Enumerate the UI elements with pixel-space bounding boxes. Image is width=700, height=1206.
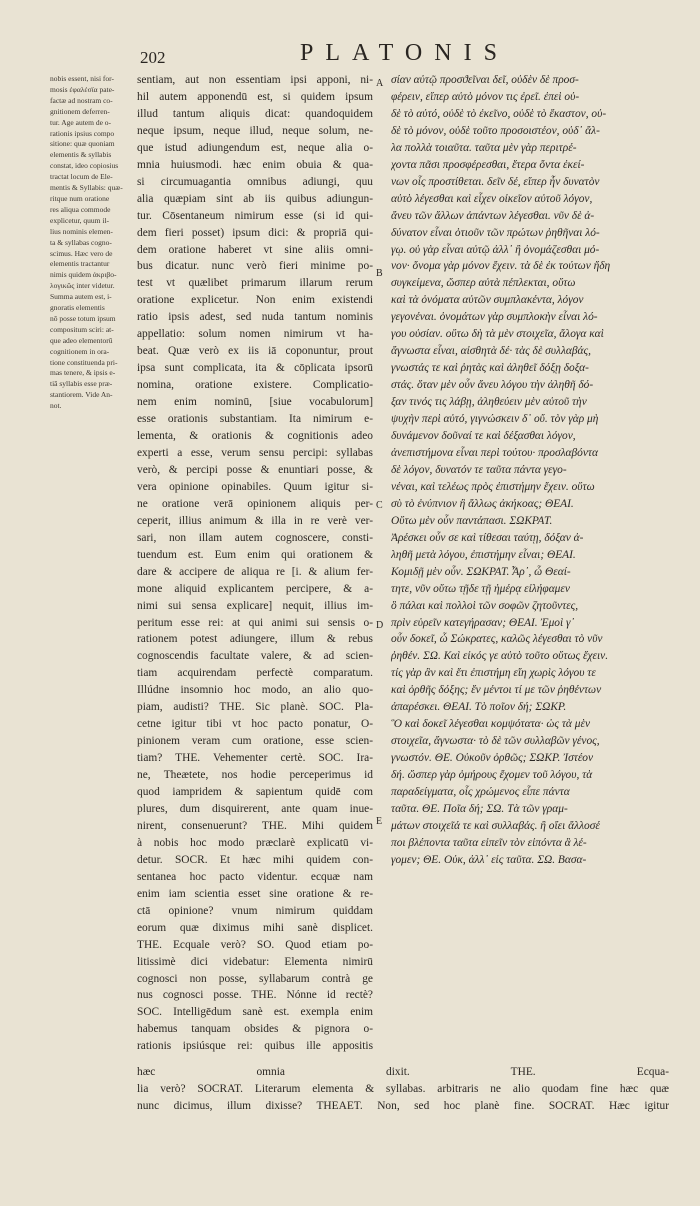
greek-column	[391, 72, 669, 869]
latin-line: peritum esse rei: at qui animi sui sensis o-	[137, 616, 373, 629]
greek-line: Ὃ καὶ δοκεῖ λέγεσθαι κομψότατα· ὡς τὰ μὲν	[391, 718, 591, 731]
marginal-line: sitione: quæ quoniam	[50, 139, 115, 149]
marginal-line: gnitionem deferren-	[50, 106, 110, 116]
latin-line: cognoscendis facultate valere, & ad scien-	[137, 650, 373, 663]
greek-line: σίαν αὐτῷ προσϑεῖναι δεῖ, οὐδὲν δὲ προσ-	[391, 74, 579, 86]
latin-line: dare & accipere de aliqua re [i. & alium fer-	[137, 565, 373, 578]
latin-line: verò, & percipi posse & enuntiari posse, &	[137, 463, 373, 476]
latin-line: piam, audisti? THE. Sic planè. SOC. Pla-	[137, 701, 373, 714]
greek-line: ποι βλέποντα ταῦτα εἰπεῖν τὸν εἰπόντα ἃ λέ-	[391, 836, 587, 849]
section-letters	[374, 0, 388, 1206]
page-header	[0, 40, 700, 70]
greek-line: Κομιδῇ μὲν οὖν. ΣΩΚΡΑΤ. Ἆρ᾽, ὦ Θεαί-	[391, 565, 571, 578]
greek-line: στάς. ὅταν μὲν οὖν ἄνευ λόγου τὴν ἀληθῆ δό-	[391, 379, 594, 392]
latin-line: dem fieri posset) ipsum dici: & propriā qui-	[137, 226, 373, 239]
latin-line: que istud adiungendum est, neque alia o-	[137, 141, 373, 154]
greek-line: πρὶν εὑρεῖν κατεγήρασαν; ΘΕΑΙ. Ἐμοὶ γ᾽	[391, 616, 575, 629]
greek-line: δή. ὥσπερ γὰρ ὁμήρους ἔχομεν τοῦ λόγου, τὰ	[391, 769, 593, 782]
latin-line: dem oratione haberet vt sine aliis omni-	[137, 243, 373, 256]
marginal-line: stantiorem. Vide An-	[50, 390, 113, 400]
latin-line: SOC. Intelligēdum sanè est. exempla enim	[137, 1006, 373, 1019]
latin-line: illud tantum aliquis dicat: quandoquidem	[137, 107, 373, 120]
section-letter: D	[376, 620, 384, 631]
latin-line: si circumuagantia omnibus adiungi, quu	[137, 175, 373, 188]
latin-line: nirent, consenuerunt? THE. Mihi quidem	[137, 819, 373, 832]
greek-line: οὖν δοκεῖ, ὦ Σώκρατες, καλῶς λέγεσθαι τὸ νῦν	[391, 633, 603, 646]
greek-line: φέρειν, εἴπερ αὐτὸ μόνον τις ἐρεῖ. ἐπεὶ οὐ-	[391, 90, 580, 103]
marginal-line: ta & syllabas cogno-	[50, 237, 112, 247]
latin-line: ratio ipsis adest, sed nuda tantum nominis	[137, 311, 373, 324]
greek-line: ῥηθέν. ΣΩ. Καὶ εἰκός γε αὐτὸ τοῦτο οὕτως ἔχειν.	[391, 650, 609, 663]
latin-line: pinionem veram cum oratione, esse scien-	[137, 735, 373, 748]
greek-line: συγκείμενα, ὥσπερ αὐτὰ πέπλεκται, οὕτω	[391, 277, 576, 290]
marginal-line: nō posse totum ipsum	[50, 313, 116, 323]
latin-line: ne, Theætete, nos hodie perceperimus id	[137, 769, 373, 782]
latin-line: oratione explicetur. Non enim existendi	[137, 294, 373, 307]
section-letter: C	[376, 500, 383, 511]
latin-line: nem enim nominū, [siue vocabulorum]	[137, 396, 373, 409]
latin-line: sentanea hoc pacto videntur. ecquæ nam	[137, 870, 373, 883]
greek-line: ξαν τινός τις λάβῃ, ἀληθεύειν μὲν αὐτοῦ τὴν	[391, 396, 587, 409]
latin-line: bus dicatur. nunc verò fieri minime po-	[137, 260, 373, 273]
latin-line: vera opinione opinabiles. Quum igitur si-	[137, 480, 373, 493]
greek-line: νον· ὄνομα γὰρ μόνον ἔχειν. τὰ δὲ ἐκ τούτων ἤδη	[391, 260, 611, 273]
greek-line: ἄγνωστα εἶναι, αἰσθητὰ δέ· τὰς δὲ συλλαβάς,	[391, 345, 591, 358]
greek-line: ψυχὴν περὶ αὐτό, γιγνώσκειν δ᾽ οὔ. τὸν γὰρ μὴ	[391, 413, 599, 426]
greek-line: δὲ τὸ αὐτό, οὐδὲ τὸ ἐκεῖνο, οὐδὲ τὸ ἕκαστον, οὐ-	[391, 107, 607, 120]
marginal-line: lius nominis elemen-	[50, 226, 113, 236]
latin-line: tur. Cōsentaneum nimirum esse (si id qui-	[137, 209, 373, 222]
latin-line: sari, non illam autem cognoscere, consti-	[137, 531, 373, 544]
latin-line: detur. SOCR. Et hæc mihi quidem con-	[137, 853, 373, 866]
greek-line: γεγονέναι. ὀνομάτων γὰρ συμπλοκὴν εἶναι λό-	[391, 311, 598, 324]
latin-line: mone aliquid explicantem percipere, & a-	[137, 582, 373, 595]
latin-line: beat. Quæ verò ex iis iā coponuntur, prout	[137, 345, 373, 358]
latin-line: nus cognosci posse. THE. Nónne id rectè?	[137, 989, 373, 1002]
greek-line: παραδείγματα, οἷς χρώμενος εἶπε πάντα	[391, 786, 570, 799]
latin-line: cetne igitur tibi vt hoc pacto ponatur, O-	[137, 718, 373, 731]
greek-line: δὲ λόγον, δυνατόν τε ταῦτα πάντα γεγο-	[391, 463, 567, 476]
closing-line: nunc dicimus, illum dixisse? THEAET. Non, sed hoc planè fine. SOCRAT. Hæc igitur	[137, 1100, 669, 1112]
marginal-line: mosis ἐφαλέσϊα pate-	[50, 84, 115, 94]
latin-line: tuendum est. Eum enim qui orationem &	[137, 548, 373, 561]
greek-line: γῳ. οὐ γὰρ εἶναι αὐτῷ ἀλλ᾽ ἢ ὀνομάζεσθαι μό-	[391, 243, 600, 256]
latin-column	[137, 72, 373, 1055]
latin-line: esse orationis substantiam. Ita nimirum e-	[137, 413, 373, 426]
greek-line: νέναι, καὶ τελέως πρὸς ἐπιστήμην ἔχειν. οὕτω	[391, 480, 595, 493]
greek-line: ταῦτα. ΘΕ. Ποῖα δή; ΣΩ. Τὰ τῶν γραμ-	[391, 802, 568, 815]
latin-line: lementa, & orationis & cognitionis adeo	[137, 430, 373, 443]
marginal-line: λογικῶς inter videtur.	[50, 281, 115, 291]
section-letter: E	[376, 816, 383, 827]
latin-line: experti a esse, verum sensu percipi: syllabas	[137, 446, 373, 459]
latin-line: tiam acquirendam perfectè comparatum.	[137, 667, 373, 680]
latin-line: alia quæpiam sint ab iis quibus adiungun-	[137, 192, 373, 205]
latin-line: Illúdne insomnio hoc modo, an alio quo-	[137, 684, 373, 697]
greek-line: γομεν; ΘΕ. Οὐκ, ἀλλ᾽ εἰς ταῦτα. ΣΩ. Βασα-	[391, 853, 587, 866]
marginal-line: res aliqua commode	[50, 204, 111, 214]
closing-line: lia verò? SOCRAT. Literarum elementa & syllabas. arbitraris ne alio quodam fine hæc quæ	[137, 1083, 669, 1095]
greek-line: γου οὐσίαν. οὕτω δὴ τὰ μὲν στοιχεῖα, ἄλογα καὶ	[391, 328, 604, 341]
marginal-line: que adeo elementorū	[50, 335, 113, 345]
latin-line: habemus tanquam obsides & pignora o-	[137, 1023, 373, 1036]
latin-line: mnia huiusmodi. hæc enim obuia & qua-	[137, 158, 373, 171]
greek-line: τίς γὰρ ἂν καὶ ἔτι ἐπιστήμη εἴη χωρὶς λόγου τε	[391, 667, 596, 680]
marginal-line: scimus. Hæc vero de	[50, 248, 113, 258]
marginal-line: tiā syllabis esse præ-	[50, 379, 113, 389]
greek-line: ἀνεπιστήμονα εἶναι περὶ τούτου· προσλαβόντα	[391, 446, 598, 459]
closing-latin-lines	[137, 1064, 669, 1115]
marginal-line: compositum sciri: at-	[50, 324, 114, 334]
greek-line: στοιχεῖα, ἄγνωστα· τὸ δὲ τῶν συλλαβῶν γένος,	[391, 735, 600, 748]
running-head: PLATONIS	[300, 40, 509, 66]
greek-line: σὺ τὸ ἐνύπνιον ἢ ἄλλως ἀκήκοας; ΘΕΑΙ.	[391, 497, 574, 510]
latin-line: enim iam scientia esset sine oratione & re-	[137, 887, 373, 900]
marginal-line: Summa autem est, i-	[50, 292, 112, 302]
greek-line: νων οἷς προστίθεται. δεῖν δέ, εἴπερ ἦν δυνατὸν	[391, 175, 600, 188]
greek-line: γνωστόν. ΘΕ. Οὐκοῦν ὀρθῶς; ΣΩΚΡ. Ἰστέον	[391, 752, 594, 765]
greek-line: ἀπαρέσκει. ΘΕΑΙ. Τὸ ποῖον δή; ΣΩΚΡ.	[391, 701, 567, 714]
latin-line: hil autem apponendū est, si quidem ipsum	[137, 90, 373, 103]
latin-line: ceperit, illius animum & illa in re verè ver-	[137, 514, 373, 527]
marginal-line: not.	[50, 401, 62, 411]
greek-line: δυνάμενον δοῦναί τε καὶ δέξασθαι λόγον,	[391, 430, 576, 443]
marginal-line: explicetur, quum il-	[50, 215, 110, 225]
latin-line: à nobis hoc modo præclarè explicatū vi-	[137, 836, 373, 849]
greek-line: ληθῆ μετὰ λόγου, ἐπιστήμην εἶναι; ΘΕΑΙ.	[391, 548, 576, 561]
greek-line: μάτων στοιχεῖά τε καὶ συλλαβάς. ἢ οἴει ἄλλοσέ	[391, 819, 600, 832]
latin-line: ipsa sunt complicata, ita & cōplicata ipsorū	[137, 362, 373, 375]
latin-line: litissimè dici videbatur: Elementa nimirū	[137, 955, 373, 968]
marginal-note	[50, 74, 132, 412]
greek-line: αὐτὸ λέγεσθαι καὶ εἶχεν οἰκεῖον αὐτοῦ λόγον,	[391, 192, 593, 205]
greek-line: δὲ τὸ μόνον, οὐδὲ τοῦτο προσοιστέον, οὐδ᾽ ἄλ-	[391, 124, 600, 137]
marginal-line: factæ ad nostram co-	[50, 95, 113, 105]
section-letter: A	[376, 78, 384, 89]
latin-line: rationis ipsiúsque rei: quibus ille appositis	[137, 1040, 373, 1053]
page-number: 202	[140, 48, 166, 67]
latin-line: rationem potest adiungere, illum & rebus	[137, 633, 373, 646]
greek-line: δύνατον εἶναι ὁτιοῦν τῶν πρώτων ῥηθῆναι λό-	[391, 226, 600, 239]
latin-line: sentiam, aut non essentiam ipsi apponi, ni-	[137, 74, 373, 86]
greek-line: καὶ τὰ ὀνόματα αὐτῶν συμπλακέντα, λόγον	[391, 294, 584, 307]
marginal-line: gnoratis elementis	[50, 303, 105, 313]
greek-line: τητε, νῦν οὕτω τῇδε τῇ ἡμέρᾳ εἰλήφαμεν	[391, 582, 570, 595]
latin-line: neque ipsum, neque illud, neque solum, ne-	[137, 124, 373, 137]
marginal-line: constat, ideo copiosius	[50, 161, 119, 171]
marginal-line: tractat locum de Ele-	[50, 172, 113, 182]
greek-line: Ἀρέσκει οὖν σε καὶ τίθεσαι ταύτῃ, δόξαν ἀ-	[391, 531, 584, 544]
marginal-line: mas tenere, & ipsis e-	[50, 368, 116, 378]
latin-line: nomina, oratione existere. Complicatio-	[137, 379, 373, 392]
latin-line: ne oratione verā opinionem aliquis per-	[137, 497, 373, 510]
greek-line: χοντα πᾶσι προσφέρεσθαι, ἕτερα ὄντα ἐκεί-	[391, 158, 585, 171]
latin-line: nimi sui sensa explicare] nequit, illius im-	[137, 599, 373, 612]
greek-line: ὃ πάλαι καὶ πολλοὶ τῶν σοφῶν ζητοῦντες,	[391, 599, 579, 612]
latin-line: appellatio: solum nomen nimirum vt ha-	[137, 328, 373, 341]
section-letter: B	[376, 268, 383, 279]
marginal-line: nimis quidem ἀκριβο-	[50, 270, 117, 280]
marginal-line: tione constituenda pri-	[50, 357, 118, 367]
latin-line: cognosci non posse, syllabarum contrà ge	[137, 972, 373, 985]
latin-line: THE. Ecquale verò? SO. Quod etiam po-	[137, 938, 373, 951]
marginal-line: ritque num oratione	[50, 193, 110, 203]
marginal-line: elementis & syllabis	[50, 150, 112, 160]
latin-line: ctā opinione? vnum nimirum quiddam	[137, 904, 373, 917]
marginal-line: rationis ipsius compo	[50, 128, 115, 138]
greek-line: καὶ ὀρθῆς δόξης; ἕν μέντοι τί με τῶν ῥηθέντων	[391, 684, 602, 697]
marginal-line: cognitionem in ora-	[50, 346, 110, 356]
latin-line: plures, dum disquirerent, ante quam inue-	[137, 802, 373, 815]
latin-line: quod iampridem & sapientum quidē com	[137, 786, 373, 799]
latin-line: test vt quælibet primarum illarum rerum	[137, 277, 373, 290]
marginal-line: elementis tractantur	[50, 259, 110, 269]
greek-line: γνωστάς τε καὶ ῥητὰς καὶ ἀληθεῖ δόξῃ δοξα-	[391, 362, 589, 375]
marginal-line: mentis & Syllabis: quæ-	[50, 183, 123, 193]
closing-line: hæc omnia dixit. THE. Ecqua-	[137, 1066, 669, 1078]
greek-line: Οὕτω μὲν οὖν παντάπασι. ΣΩΚΡΑΤ.	[391, 514, 553, 527]
marginal-line: nobis essent, nisi for-	[50, 74, 115, 83]
latin-line: tiam? THE. Vehementer certè. SOC. Ira-	[137, 752, 373, 765]
greek-line: ἄνευ τῶν ἄλλων ἁπάντων λέγεσθαι. νῦν δὲ ἀ-	[391, 209, 595, 222]
marginal-line: tur. Age autem de o-	[50, 117, 112, 127]
greek-line: λα πολλὰ τοιαῦτα. ταῦτα μὲν γὰρ περιτρέ-	[391, 141, 577, 154]
latin-line: eorum quæ diximus mihi sanè displicet.	[137, 921, 373, 934]
